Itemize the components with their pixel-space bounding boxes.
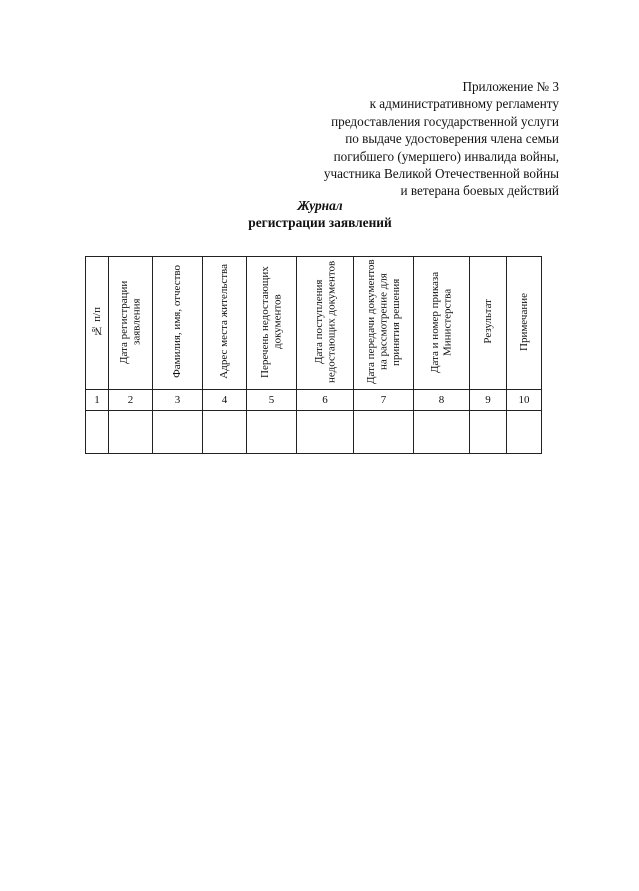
column-header-label: Результат [481,299,494,344]
appendix-line: погибшего (умершего) инвалида войны, [333,148,559,164]
column-header [354,257,414,390]
column-header-label: Адрес места жительства [218,264,231,379]
appendix-line: к административному регламенту [369,96,559,112]
column-number-row [86,390,542,411]
column-number: 6 [297,390,354,411]
column-header [297,257,354,390]
column-header-label: Дата регистрации заявления [118,279,143,364]
registration-table [85,256,542,454]
appendix-line: по выдаче удостоверения члена семьи [345,131,559,147]
column-header [247,257,297,390]
column-header-label: Фамилия, имя, отчество [171,265,184,378]
empty-cell [247,411,297,454]
header-row [86,257,542,390]
column-number: 3 [153,390,203,411]
empty-cell [109,411,153,454]
column-header [414,257,470,390]
column-header [203,257,247,390]
column-header-label: Примечание [517,292,530,351]
empty-cell [153,411,203,454]
empty-cell [507,411,542,454]
journal-title [180,197,460,231]
column-header [507,257,542,390]
appendix-line: участника Великой Отечественной войны [323,166,559,182]
column-number: 7 [354,390,414,411]
empty-cell [86,411,109,454]
column-header [109,257,153,390]
column-header [86,257,109,390]
column-header [153,257,203,390]
journal-subheading: регистрации заявлений [248,215,392,230]
column-header-label: № п/п [90,306,103,337]
column-number: 9 [470,390,507,411]
column-header-label: Дата поступления недостающих документов [312,260,337,383]
column-number: 8 [414,390,470,411]
appendix-note [324,78,559,200]
empty-cell [203,411,247,454]
empty-cell [414,411,470,454]
column-number: 4 [203,390,247,411]
appendix-line: предоставления государственной услуги [331,113,559,129]
empty-cell [297,411,354,454]
column-number: 2 [109,390,153,411]
empty-cell [470,411,507,454]
appendix-line: Приложение № 3 [462,79,559,94]
column-header-label: Дата и номер приказа Министерства [429,270,454,373]
column-number: 5 [247,390,297,411]
column-number: 10 [507,390,542,411]
journal-heading: Журнал [297,198,343,213]
column-header-label: Перечень недостающих документов [259,265,284,378]
appendix-line: и ветерана боевых действий [400,183,559,199]
empty-entry-row [86,411,542,454]
column-number: 1 [86,390,109,411]
empty-cell [354,411,414,454]
column-header-label: Дата передачи документов на рассмотрение для принятия решения [364,259,402,384]
column-header [470,257,507,390]
